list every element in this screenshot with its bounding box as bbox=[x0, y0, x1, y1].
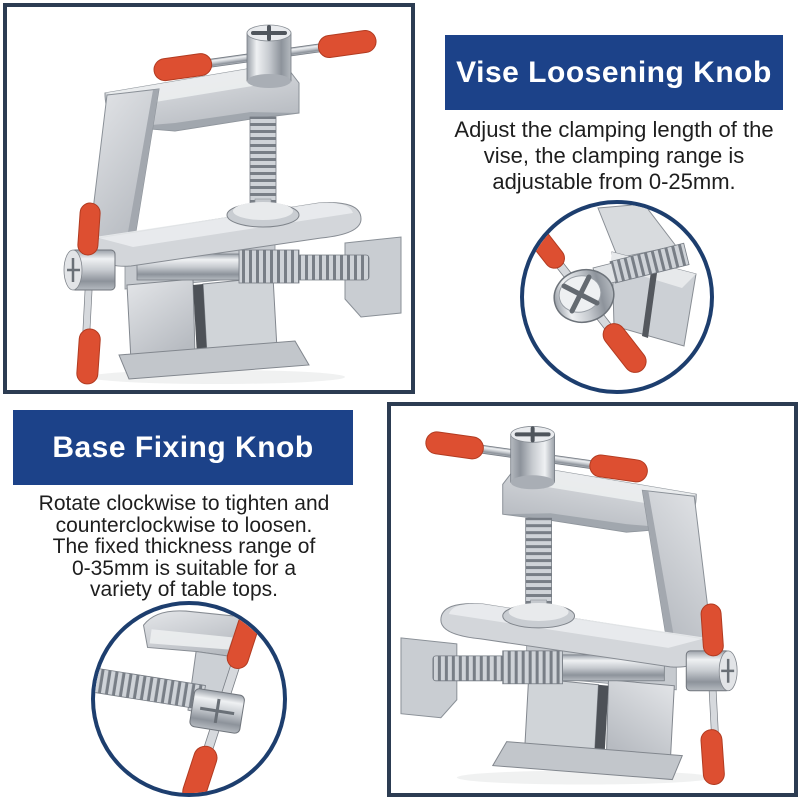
base-fixing-nut bbox=[189, 688, 245, 734]
description-line: Rotate clockwise to tighten and bbox=[38, 492, 330, 515]
description-vise-loosening bbox=[420, 117, 800, 195]
base-knob-closeup-illustration bbox=[95, 605, 283, 793]
description-line: 0-35mm is suitable for a bbox=[71, 556, 297, 580]
vise-knob-closeup-illustration bbox=[524, 204, 710, 390]
product-photo-mirrored bbox=[387, 402, 798, 797]
handle-red-tip bbox=[524, 217, 568, 272]
inset-circle-vise-knob bbox=[520, 200, 714, 394]
section-title-base-fixing: Base Fixing Knob bbox=[52, 430, 314, 464]
product-photo-main bbox=[3, 3, 415, 394]
description-line: Adjust the clamping length of the bbox=[454, 117, 774, 142]
description-line: counterclockwise to loosen. bbox=[55, 513, 313, 537]
description-line: The fixed thickness range of bbox=[52, 535, 316, 558]
vise-illustration-mirrored bbox=[391, 406, 794, 793]
vise-illustration-main bbox=[7, 7, 411, 390]
description-line: adjustable from 0-25mm. bbox=[492, 169, 736, 194]
handle-red-tip bbox=[180, 743, 220, 793]
description-base-fixing bbox=[8, 493, 360, 601]
description-line: variety of table tops. bbox=[90, 578, 278, 601]
section-banner-base-fixing bbox=[13, 410, 353, 485]
section-title-vise-loosening: Vise Loosening Knob bbox=[456, 55, 772, 89]
description-line: vise, the clamping range is bbox=[483, 143, 745, 168]
inset-circle-base-knob bbox=[91, 601, 287, 797]
base-screw-thread bbox=[95, 666, 205, 709]
section-banner-vise-loosening bbox=[445, 35, 783, 110]
